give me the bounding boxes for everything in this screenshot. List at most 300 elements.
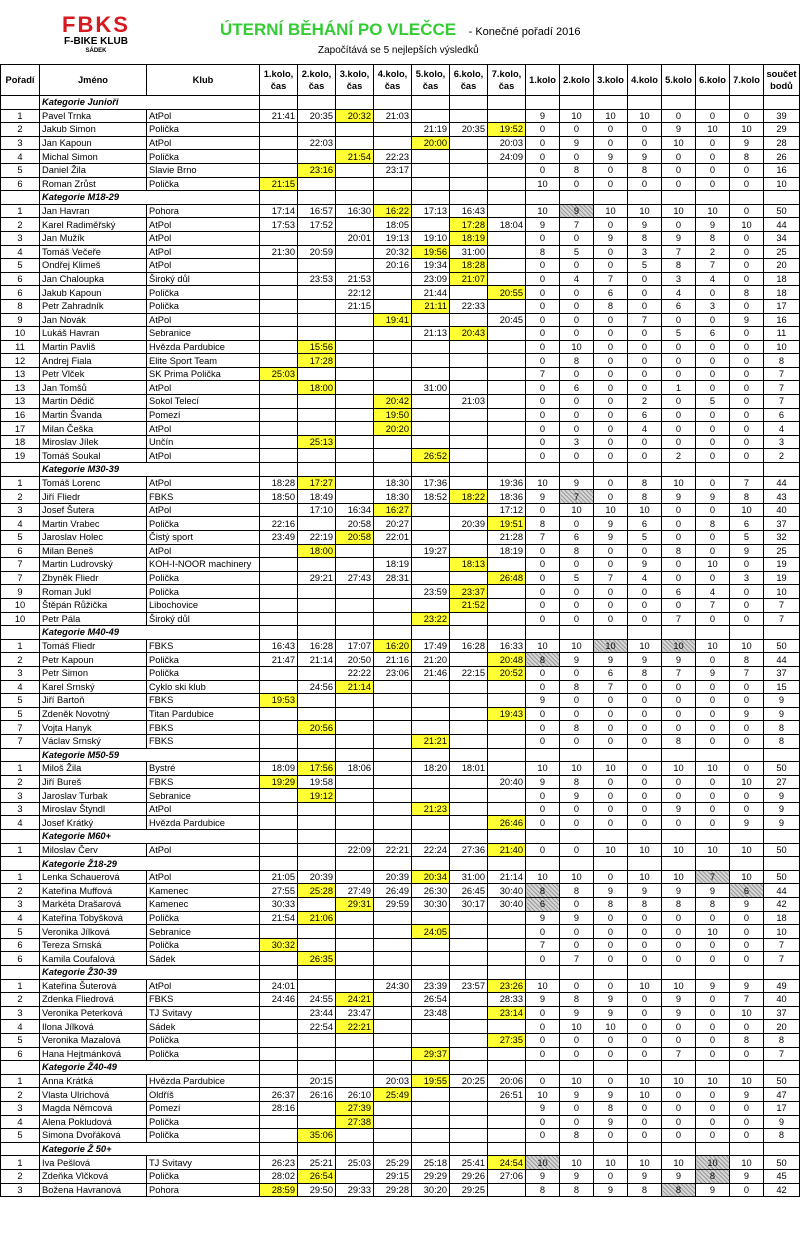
- points-cell: 0: [696, 109, 730, 123]
- rank-cell: 5: [1, 694, 40, 708]
- time-cell: [450, 680, 488, 694]
- points-cell: 10: [594, 1156, 628, 1170]
- time-cell: 24:05: [412, 925, 450, 939]
- time-cell: [260, 1033, 298, 1047]
- points-cell: 0: [730, 395, 764, 409]
- time-cell: [412, 531, 450, 545]
- rank-cell: 5: [1, 259, 40, 273]
- time-cell: [336, 327, 374, 341]
- club-cell: Sokol Telecí: [147, 395, 260, 409]
- club-cell: Polička: [147, 299, 260, 313]
- points-cell: 10: [526, 476, 560, 490]
- time-cell: 19:12: [298, 789, 336, 803]
- column-header: Jméno: [40, 65, 147, 96]
- name-cell: Daniel Žila: [40, 163, 147, 177]
- empty-cell: [298, 1142, 336, 1156]
- rank-cell: 2: [1, 490, 40, 504]
- points-cell: 10: [594, 1020, 628, 1034]
- empty-cell: [662, 748, 696, 762]
- time-cell: 29:29: [412, 1169, 450, 1183]
- points-cell: 8: [628, 898, 662, 912]
- time-cell: 21:52: [450, 598, 488, 612]
- time-cell: 20:20: [374, 422, 412, 436]
- category-cell-spacer: [1, 1142, 40, 1156]
- points-cell: 0: [560, 598, 594, 612]
- time-cell: [298, 422, 336, 436]
- rank-cell: 3: [1, 1183, 40, 1197]
- points-cell: 0: [628, 136, 662, 150]
- category-name: Kategorie M18-29: [40, 191, 260, 205]
- rank-cell: 4: [1, 150, 40, 164]
- points-cell: 8: [594, 898, 628, 912]
- empty-cell: [594, 1142, 628, 1156]
- points-cell: 10: [628, 639, 662, 653]
- points-cell: 0: [560, 694, 594, 708]
- empty-cell: [374, 748, 412, 762]
- name-cell: Petr Vlček: [40, 367, 147, 381]
- name-cell: Zdeňka Vlčková: [40, 1169, 147, 1183]
- time-cell: 22:23: [374, 150, 412, 164]
- points-cell: 8: [628, 163, 662, 177]
- points-cell: 0: [696, 1020, 730, 1034]
- rank-cell: 1: [1, 639, 40, 653]
- points-cell: 8: [696, 517, 730, 531]
- empty-cell: [594, 463, 628, 477]
- points-cell: 9: [526, 993, 560, 1007]
- time-cell: [450, 612, 488, 626]
- points-cell: 0: [628, 952, 662, 966]
- rank-cell: 2: [1, 218, 40, 232]
- time-cell: 30:40: [488, 884, 526, 898]
- club-cell: AtPol: [147, 259, 260, 273]
- total-cell: 50: [764, 1074, 800, 1088]
- points-cell: 10: [696, 1156, 730, 1170]
- time-cell: [298, 979, 336, 993]
- time-cell: [260, 558, 298, 572]
- time-cell: [298, 367, 336, 381]
- rank-cell: 8: [1, 299, 40, 313]
- points-cell: 0: [526, 544, 560, 558]
- points-cell: 10: [662, 639, 696, 653]
- time-cell: [412, 1129, 450, 1143]
- total-cell: 50: [764, 1156, 800, 1170]
- points-cell: 0: [628, 354, 662, 368]
- name-cell: Alena Pokludová: [40, 1115, 147, 1129]
- table-row: [1, 163, 800, 177]
- time-cell: [412, 177, 450, 191]
- table-row: [1, 313, 800, 327]
- points-cell: 0: [730, 789, 764, 803]
- time-cell: [374, 367, 412, 381]
- time-cell: [450, 544, 488, 558]
- empty-cell: [594, 966, 628, 980]
- rank-cell: 2: [1, 993, 40, 1007]
- name-cell: Kateřina Tobyšková: [40, 911, 147, 925]
- column-header: 6.kolo, čas: [450, 65, 488, 96]
- time-cell: 21:53: [336, 272, 374, 286]
- time-cell: 20:39: [298, 870, 336, 884]
- time-cell: 21:03: [374, 109, 412, 123]
- points-cell: 8: [560, 163, 594, 177]
- points-cell: 0: [526, 585, 560, 599]
- points-cell: 0: [560, 231, 594, 245]
- table-row: [1, 762, 800, 776]
- club-cell: Čistý sport: [147, 531, 260, 545]
- points-cell: 4: [696, 272, 730, 286]
- time-cell: [336, 435, 374, 449]
- time-cell: [336, 612, 374, 626]
- time-cell: 18:52: [412, 490, 450, 504]
- time-cell: 20:42: [374, 395, 412, 409]
- empty-cell: [662, 191, 696, 205]
- time-cell: [260, 340, 298, 354]
- time-cell: [450, 422, 488, 436]
- time-cell: [336, 1033, 374, 1047]
- time-cell: [374, 435, 412, 449]
- points-cell: 0: [662, 1129, 696, 1143]
- time-cell: [336, 775, 374, 789]
- points-cell: 0: [560, 259, 594, 273]
- points-cell: 9: [730, 816, 764, 830]
- time-cell: [412, 571, 450, 585]
- rank-cell: 1: [1, 476, 40, 490]
- points-cell: 8: [628, 666, 662, 680]
- time-cell: [488, 245, 526, 259]
- time-cell: 23:57: [450, 979, 488, 993]
- time-cell: [336, 259, 374, 273]
- time-cell: 24:55: [298, 993, 336, 1007]
- points-cell: 10: [628, 503, 662, 517]
- time-cell: [298, 177, 336, 191]
- table-row: [1, 870, 800, 884]
- time-cell: [450, 109, 488, 123]
- points-cell: 0: [662, 694, 696, 708]
- empty-cell: [662, 966, 696, 980]
- time-cell: [260, 381, 298, 395]
- time-cell: [260, 259, 298, 273]
- points-cell: 8: [730, 490, 764, 504]
- points-cell: 0: [560, 925, 594, 939]
- time-cell: [412, 422, 450, 436]
- time-cell: 29:37: [412, 1047, 450, 1061]
- points-cell: 0: [730, 952, 764, 966]
- points-cell: 0: [662, 1020, 696, 1034]
- column-header: 3.kolo, čas: [336, 65, 374, 96]
- time-cell: [336, 870, 374, 884]
- points-cell: 10: [730, 843, 764, 857]
- points-cell: 0: [628, 721, 662, 735]
- points-cell: 9: [662, 993, 696, 1007]
- points-cell: 9: [696, 884, 730, 898]
- points-cell: 7: [696, 870, 730, 884]
- points-cell: 9: [526, 1169, 560, 1183]
- time-cell: [336, 449, 374, 463]
- points-cell: 9: [730, 1088, 764, 1102]
- points-cell: 0: [662, 558, 696, 572]
- empty-cell: [560, 748, 594, 762]
- points-cell: 0: [662, 109, 696, 123]
- time-cell: [412, 598, 450, 612]
- time-cell: 18:13: [450, 558, 488, 572]
- points-cell: 8: [526, 653, 560, 667]
- time-cell: [336, 979, 374, 993]
- table-row: [1, 571, 800, 585]
- points-cell: 0: [696, 938, 730, 952]
- time-cell: 22:24: [412, 843, 450, 857]
- points-cell: 10: [662, 204, 696, 218]
- total-cell: 44: [764, 218, 800, 232]
- points-cell: 9: [662, 490, 696, 504]
- time-cell: 17:13: [412, 204, 450, 218]
- points-cell: 0: [594, 177, 628, 191]
- table-row: [1, 177, 800, 191]
- empty-cell: [662, 96, 696, 110]
- empty-cell: [488, 857, 526, 871]
- time-cell: 18:22: [450, 490, 488, 504]
- time-cell: 27:38: [336, 1115, 374, 1129]
- points-cell: 10: [628, 1088, 662, 1102]
- time-cell: 22:16: [260, 517, 298, 531]
- rank-cell: 18: [1, 435, 40, 449]
- category-name: Kategorie Ž18-29: [40, 857, 260, 871]
- time-cell: 30:30: [412, 898, 450, 912]
- time-cell: [336, 1169, 374, 1183]
- time-cell: [488, 163, 526, 177]
- time-cell: [260, 721, 298, 735]
- time-cell: [450, 177, 488, 191]
- points-cell: 9: [696, 218, 730, 232]
- time-cell: 20:56: [298, 721, 336, 735]
- time-cell: [412, 1088, 450, 1102]
- empty-cell: [488, 748, 526, 762]
- points-cell: 0: [696, 1088, 730, 1102]
- club-cell: FBKS: [147, 721, 260, 735]
- time-cell: [374, 327, 412, 341]
- points-cell: 0: [526, 123, 560, 137]
- rank-cell: 2: [1, 775, 40, 789]
- time-cell: 24:09: [488, 150, 526, 164]
- name-cell: Petr Pála: [40, 612, 147, 626]
- time-cell: 25:03: [260, 367, 298, 381]
- empty-cell: [594, 748, 628, 762]
- points-cell: 0: [696, 1101, 730, 1115]
- points-cell: 7: [526, 531, 560, 545]
- table-row: [1, 517, 800, 531]
- time-cell: [336, 816, 374, 830]
- time-cell: [450, 802, 488, 816]
- time-cell: [336, 136, 374, 150]
- club-cell: Polička: [147, 1115, 260, 1129]
- name-cell: Michal Simon: [40, 150, 147, 164]
- time-cell: 21:46: [412, 666, 450, 680]
- points-cell: 0: [560, 938, 594, 952]
- empty-cell: [594, 1061, 628, 1075]
- time-cell: [488, 177, 526, 191]
- time-cell: 22:33: [450, 299, 488, 313]
- category-name: Kategorie M60+: [40, 830, 260, 844]
- points-cell: 8: [662, 259, 696, 273]
- points-cell: 8: [662, 734, 696, 748]
- name-cell: Štěpán Růžička: [40, 598, 147, 612]
- table-row: [1, 598, 800, 612]
- time-cell: 22:21: [336, 1020, 374, 1034]
- time-cell: 28:16: [260, 1101, 298, 1115]
- time-cell: 23:16: [298, 163, 336, 177]
- table-row: [1, 653, 800, 667]
- points-cell: 0: [628, 993, 662, 1007]
- table-row: [1, 1033, 800, 1047]
- points-cell: 0: [730, 435, 764, 449]
- empty-cell: [488, 626, 526, 640]
- time-cell: [336, 177, 374, 191]
- points-cell: 10: [560, 762, 594, 776]
- time-cell: 31:00: [450, 870, 488, 884]
- points-cell: 0: [662, 707, 696, 721]
- points-cell: 10: [526, 204, 560, 218]
- club-cell: Polička: [147, 1047, 260, 1061]
- points-cell: 8: [662, 544, 696, 558]
- time-cell: [336, 952, 374, 966]
- table-row: [1, 1183, 800, 1197]
- points-cell: 0: [560, 1101, 594, 1115]
- time-cell: 17:56: [298, 762, 336, 776]
- table-row: [1, 1156, 800, 1170]
- name-cell: Kamila Coufalová: [40, 952, 147, 966]
- empty-cell: [526, 857, 560, 871]
- name-cell: Iva Pešlová: [40, 1156, 147, 1170]
- time-cell: [260, 680, 298, 694]
- total-cell: 17: [764, 1101, 800, 1115]
- points-cell: 0: [696, 1115, 730, 1129]
- rank-cell: 3: [1, 136, 40, 150]
- points-cell: 2: [696, 245, 730, 259]
- time-cell: [412, 775, 450, 789]
- points-cell: 0: [526, 449, 560, 463]
- points-cell: 0: [662, 517, 696, 531]
- category-cell-spacer: [1, 748, 40, 762]
- points-cell: 0: [730, 1101, 764, 1115]
- points-cell: 0: [696, 503, 730, 517]
- time-cell: [336, 381, 374, 395]
- club-cell: AtPol: [147, 802, 260, 816]
- points-cell: 0: [594, 259, 628, 273]
- time-cell: [336, 694, 374, 708]
- time-cell: 17:49: [412, 639, 450, 653]
- club-cell: KOH-I-NOOR machinery: [147, 558, 260, 572]
- points-cell: 9: [662, 1169, 696, 1183]
- empty-cell: [450, 626, 488, 640]
- rank-cell: 6: [1, 544, 40, 558]
- rank-cell: 4: [1, 517, 40, 531]
- points-cell: 8: [696, 1169, 730, 1183]
- name-cell: Kateřina Muffová: [40, 884, 147, 898]
- points-cell: 5: [628, 259, 662, 273]
- rank-cell: 4: [1, 816, 40, 830]
- empty-cell: [412, 857, 450, 871]
- points-cell: 8: [560, 1183, 594, 1197]
- points-cell: 0: [730, 245, 764, 259]
- empty-cell: [298, 626, 336, 640]
- time-cell: [374, 1129, 412, 1143]
- time-cell: [450, 1088, 488, 1102]
- points-cell: 9: [730, 1169, 764, 1183]
- points-cell: 10: [560, 109, 594, 123]
- table-row: [1, 707, 800, 721]
- time-cell: [488, 1020, 526, 1034]
- empty-cell: [298, 748, 336, 762]
- club-cell: AtPol: [147, 231, 260, 245]
- points-cell: 4: [696, 585, 730, 599]
- points-cell: 0: [560, 734, 594, 748]
- total-cell: 7: [764, 1047, 800, 1061]
- points-cell: 0: [730, 558, 764, 572]
- empty-cell: [526, 191, 560, 205]
- empty-cell: [412, 830, 450, 844]
- total-cell: 9: [764, 694, 800, 708]
- points-cell: 10: [662, 1074, 696, 1088]
- rank-cell: 19: [1, 449, 40, 463]
- points-cell: 0: [730, 734, 764, 748]
- total-cell: 7: [764, 381, 800, 395]
- time-cell: [374, 680, 412, 694]
- points-cell: 6: [628, 517, 662, 531]
- time-cell: [412, 517, 450, 531]
- time-cell: [374, 544, 412, 558]
- empty-cell: [450, 1061, 488, 1075]
- time-cell: [260, 612, 298, 626]
- time-cell: 29:26: [450, 1169, 488, 1183]
- points-cell: 0: [594, 1129, 628, 1143]
- time-cell: [298, 313, 336, 327]
- club-cell: Hvězda Pardubice: [147, 816, 260, 830]
- rank-cell: 13: [1, 381, 40, 395]
- rank-cell: 11: [1, 340, 40, 354]
- total-cell: 43: [764, 490, 800, 504]
- points-cell: 3: [628, 245, 662, 259]
- time-cell: [374, 762, 412, 776]
- time-cell: [260, 802, 298, 816]
- points-cell: 10: [662, 979, 696, 993]
- club-cell: TJ Svitavy: [147, 1006, 260, 1020]
- table-row: [1, 286, 800, 300]
- points-cell: 8: [526, 517, 560, 531]
- time-cell: [298, 259, 336, 273]
- points-cell: 9: [730, 979, 764, 993]
- empty-cell: [560, 626, 594, 640]
- empty-cell: [374, 966, 412, 980]
- points-cell: 9: [662, 653, 696, 667]
- points-cell: 0: [594, 163, 628, 177]
- table-row: [1, 911, 800, 925]
- points-cell: 8: [662, 1183, 696, 1197]
- club-cell: AtPol: [147, 449, 260, 463]
- rank-cell: 2: [1, 123, 40, 137]
- points-cell: 0: [628, 762, 662, 776]
- points-cell: 9: [696, 490, 730, 504]
- points-cell: 9: [730, 544, 764, 558]
- points-cell: 0: [696, 680, 730, 694]
- points-cell: 10: [730, 639, 764, 653]
- points-cell: 0: [560, 517, 594, 531]
- total-cell: 42: [764, 1183, 800, 1197]
- name-cell: Tereza Srnská: [40, 938, 147, 952]
- points-cell: 7: [730, 666, 764, 680]
- name-cell: Jan Novák: [40, 313, 147, 327]
- empty-cell: [260, 626, 298, 640]
- time-cell: 16:43: [450, 204, 488, 218]
- points-cell: 0: [594, 775, 628, 789]
- points-cell: 0: [628, 435, 662, 449]
